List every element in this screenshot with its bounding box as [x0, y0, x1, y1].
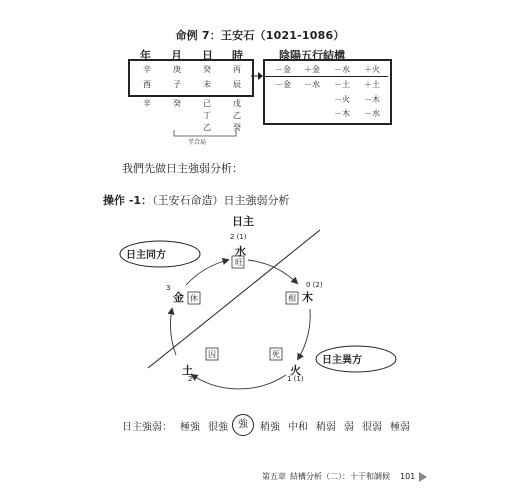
wuxing-cell: －木: [364, 95, 380, 104]
water-element: 水: [235, 245, 246, 258]
arrow-icon: [250, 70, 264, 82]
operation-text: （王安石命造）日主強弱分析: [152, 194, 290, 207]
pillar-header-year: 年: [140, 49, 151, 62]
water-count: 2 (1): [230, 233, 247, 241]
footer-section: 結構分析（二）：十干和調候: [290, 472, 390, 481]
same-side-label: 日主同方: [126, 250, 166, 261]
strength-level: 很弱: [362, 421, 382, 433]
strength-scale: [122, 414, 418, 436]
strength-level: 稍強: [260, 421, 280, 433]
combo-label: 半合局: [188, 139, 207, 146]
operation-label: 操作 -1：: [103, 194, 153, 207]
strength-label: 日主強弱：: [122, 421, 172, 433]
hidden-stem: 丁: [203, 111, 211, 120]
hidden-stem: 癸: [233, 123, 241, 132]
hidden-stem: 癸: [173, 99, 181, 108]
wuxing-cell: ＋火: [364, 65, 380, 74]
fire-element: 火: [290, 364, 301, 377]
earth-state: 囚: [208, 350, 216, 359]
footer-chapter: 第五章: [262, 472, 286, 481]
stem-month: 庚: [173, 65, 181, 74]
strength-level: 弱: [344, 421, 354, 433]
strength-level: 很強: [208, 421, 228, 433]
stem-year: 辛: [143, 65, 151, 74]
earth-count: 2: [188, 375, 193, 383]
wuxing-cell: －木: [334, 109, 350, 118]
five-elements-cycle-diagram: [100, 205, 420, 405]
wuxing-divider: [265, 76, 388, 77]
water-state: 旺: [235, 258, 243, 267]
wuxing-cell: －水: [304, 80, 320, 89]
strength-level: 極弱: [390, 421, 410, 433]
wuxing-cell: －金: [275, 65, 291, 74]
page-number: 101: [400, 472, 416, 481]
wood-count: 0 (2): [306, 281, 323, 289]
stem-day: 癸: [203, 65, 211, 74]
wood-state: 相: [288, 294, 296, 303]
earth-element: 土: [182, 364, 193, 377]
hidden-stem: 辛: [143, 99, 151, 108]
fire-state: 死: [272, 350, 280, 359]
branch-month: 子: [173, 80, 181, 89]
day-master-label: 日主: [232, 215, 254, 228]
strength-level: 稍弱: [316, 421, 336, 433]
hidden-stem: 己: [203, 99, 211, 108]
hidden-stem: 乙: [233, 111, 241, 120]
strength-level: 中和: [288, 421, 308, 433]
wuxing-cell: －土: [334, 80, 350, 89]
page-title: 命例 7：王安石（1021-1086）: [175, 29, 345, 42]
wood-element: 木: [302, 291, 313, 304]
metal-element: 金: [173, 291, 184, 304]
wuxing-title: 陰陽五行結構: [279, 49, 345, 62]
metal-count: 3: [166, 284, 171, 292]
branch-year: 酉: [143, 80, 151, 89]
branch-day: 未: [203, 80, 211, 89]
hidden-stem: 乙: [203, 123, 211, 132]
wuxing-cell: －水: [364, 109, 380, 118]
strength-level: 極強: [180, 421, 200, 433]
stem-hour: 丙: [233, 65, 241, 74]
wuxing-cell: －水: [334, 65, 350, 74]
branch-hour: 辰: [233, 80, 241, 89]
wuxing-cell: ＋金: [304, 65, 320, 74]
different-side-label: 日主異方: [322, 355, 362, 366]
fire-count: 1 (1): [287, 375, 304, 383]
pillar-header-month: 月: [171, 49, 182, 62]
pillar-header-day: 日: [202, 49, 213, 62]
strength-level-selected: 強: [232, 414, 254, 436]
intro-text: 我們先做日主強弱分析：: [122, 162, 243, 175]
page-arrow-icon: [419, 472, 427, 482]
wuxing-cell: －火: [334, 95, 350, 104]
page-footer: [262, 471, 427, 482]
pillar-header-hour: 時: [232, 49, 243, 62]
wuxing-cell: ＋土: [364, 80, 380, 89]
metal-state: 休: [190, 294, 198, 303]
wuxing-cell: －金: [275, 80, 291, 89]
hidden-stem: 戊: [233, 99, 241, 108]
